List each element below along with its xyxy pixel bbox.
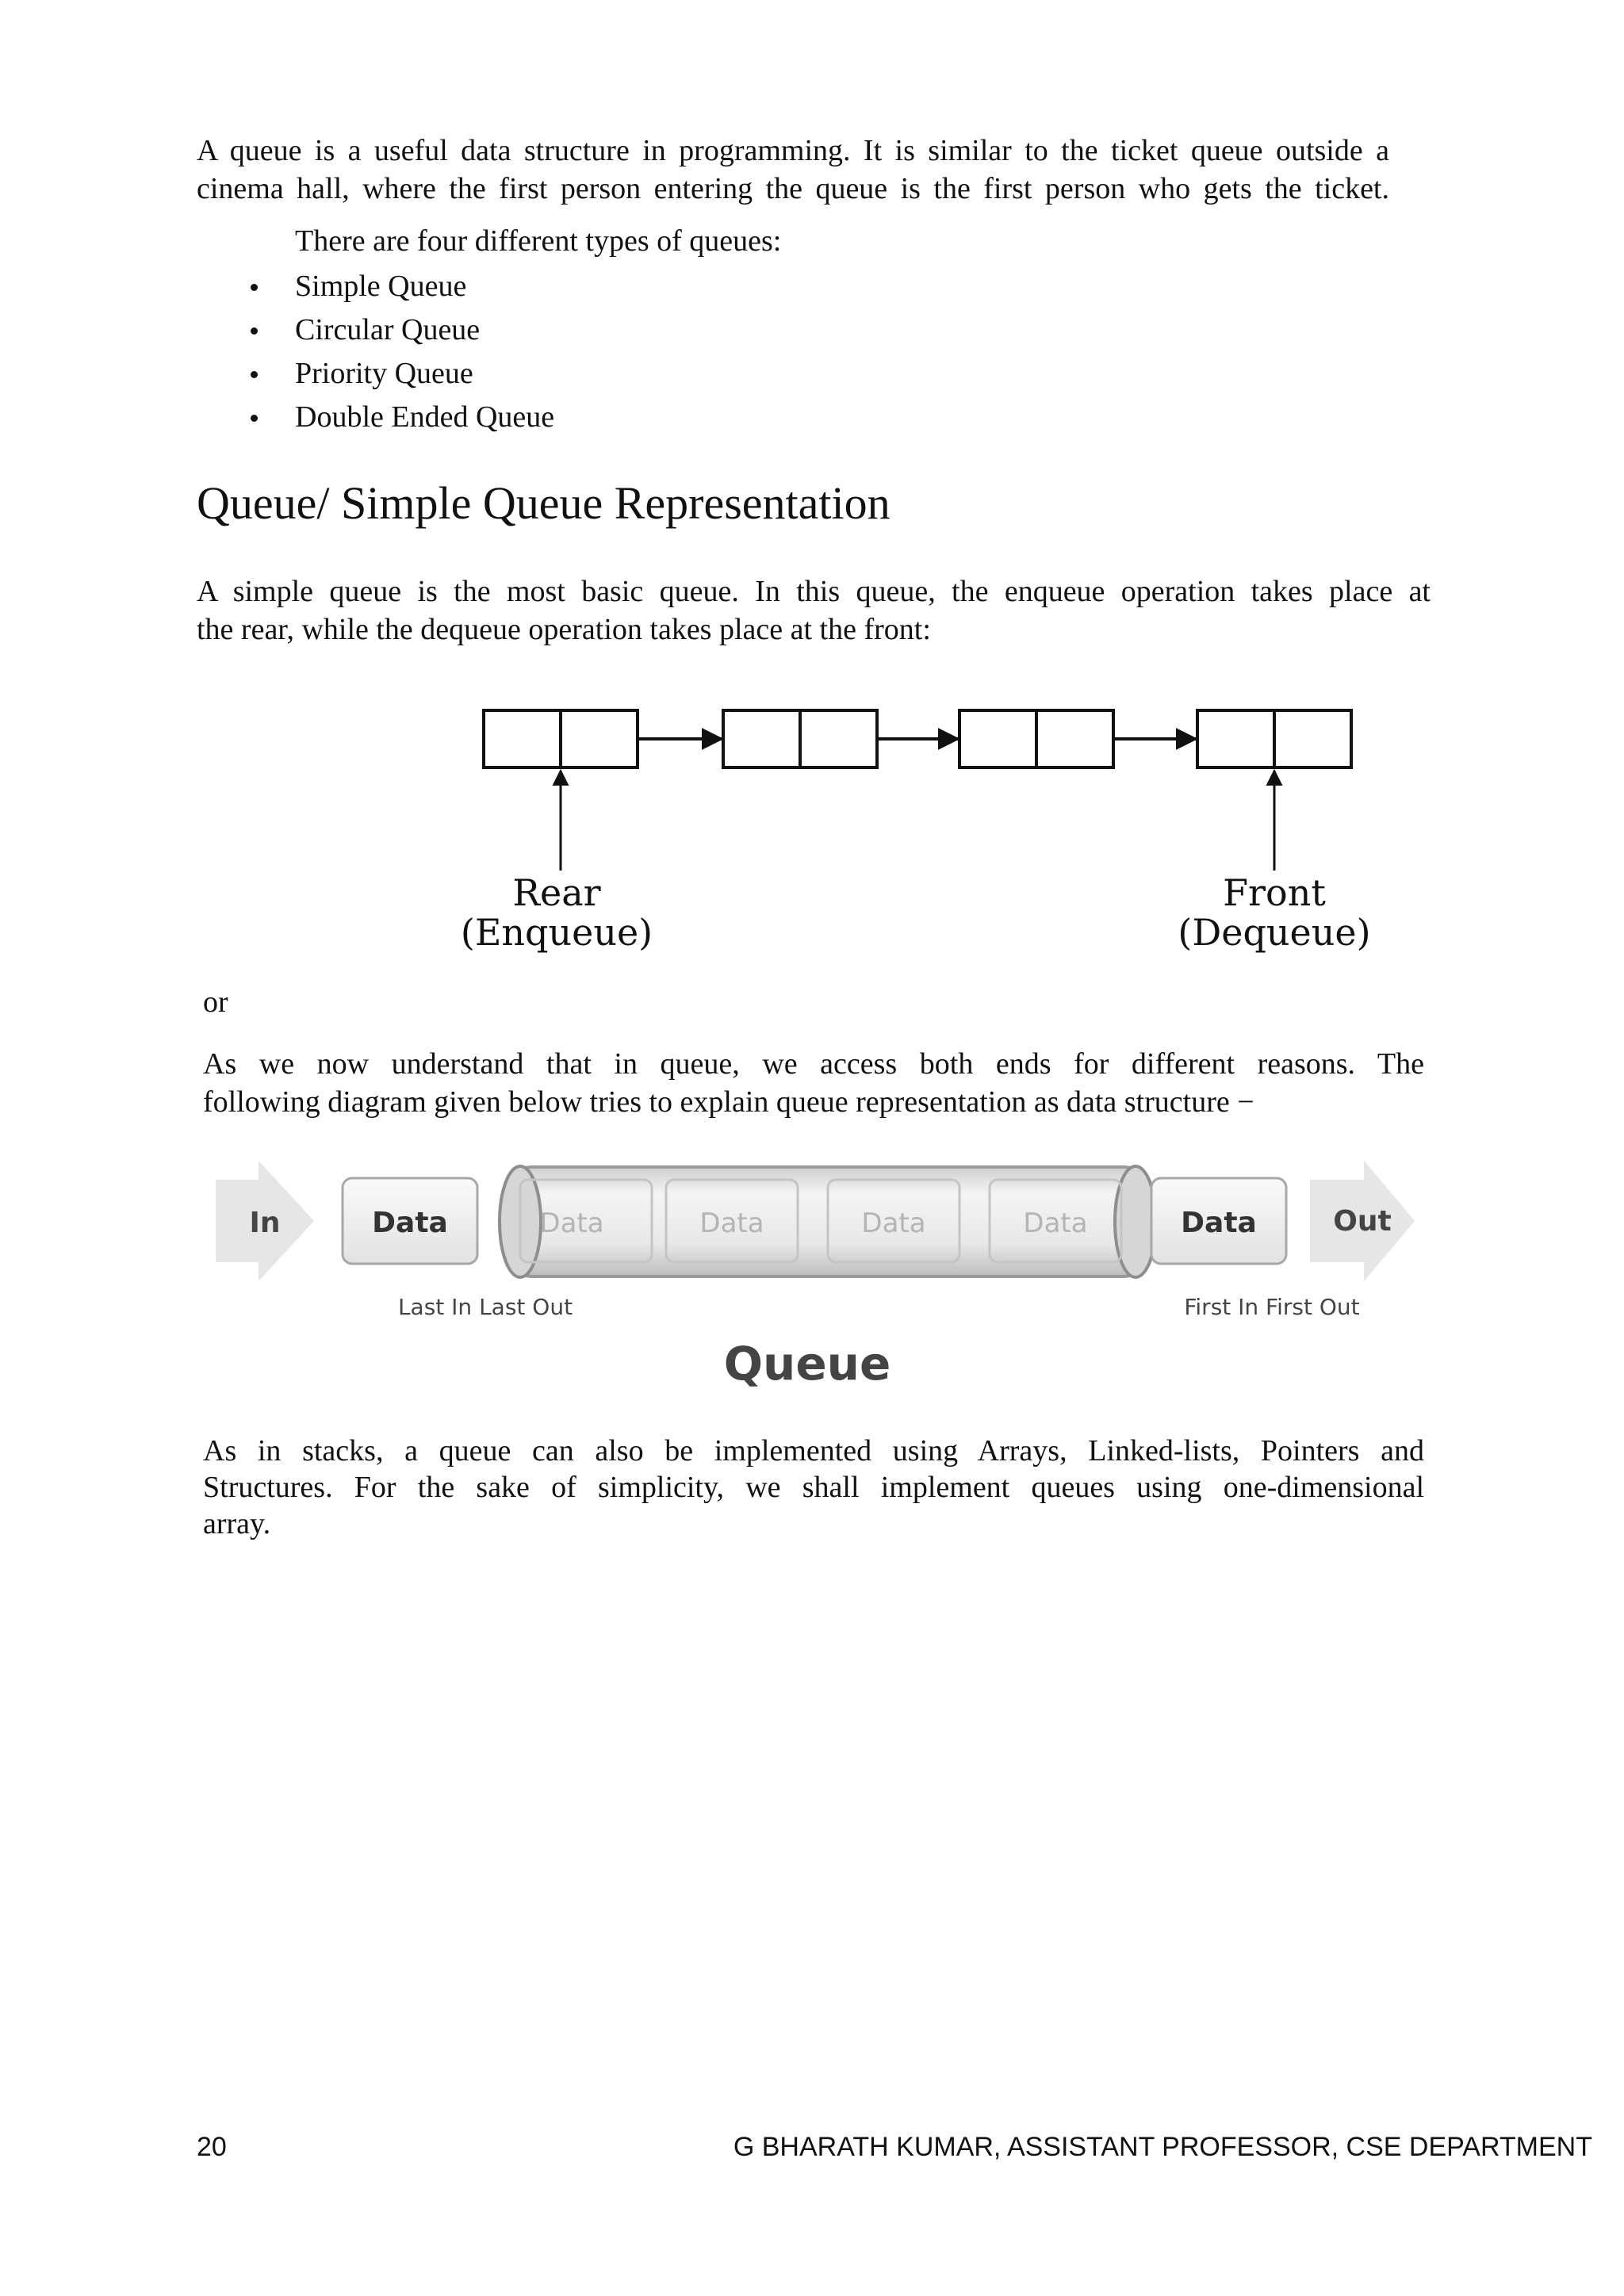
page-number: 20 bbox=[197, 2132, 227, 2162]
repr-desc-line-1: As we now understand that in queue, we access both ends for different reasons. The bbox=[203, 1047, 1424, 1081]
queue-title: Queue bbox=[723, 1337, 891, 1391]
section-heading: Queue/ Simple Queue Representation bbox=[197, 477, 891, 529]
tube-data-label: Data bbox=[1023, 1207, 1088, 1239]
list-item: Double Ended Queue bbox=[295, 396, 554, 439]
front-sub-label: (Dequeue) bbox=[1178, 911, 1371, 954]
list-item: Circular Queue bbox=[295, 308, 554, 352]
rear-label: Rear bbox=[512, 871, 601, 914]
in-label: In bbox=[249, 1207, 281, 1239]
list-item: Simple Queue bbox=[295, 265, 554, 308]
impl-desc-line-1: As in stacks, a queue can also be implemented using Arrays, Linked-lists, Pointers and bbox=[203, 1434, 1424, 1468]
fifo-caption: First In First Out bbox=[1184, 1294, 1360, 1320]
queue-types-list bbox=[295, 265, 554, 439]
linked-queue-diagram bbox=[444, 690, 1396, 975]
list-item: Priority Queue bbox=[295, 352, 554, 396]
queue-tube-diagram bbox=[203, 1150, 1424, 1403]
intro-line-2: cinema hall, where the first person entering the queue is the first person who gets the ticket. bbox=[197, 172, 1389, 205]
tube-data-label: Data bbox=[861, 1207, 926, 1239]
simple-desc-line-2: the rear, while the dequeue operation takes place at the front: bbox=[197, 613, 931, 646]
rear-sub-label: (Enqueue) bbox=[460, 911, 653, 954]
tube-data-label: Data bbox=[699, 1207, 764, 1239]
out-label: Out bbox=[1333, 1205, 1392, 1238]
or-text: or bbox=[203, 985, 228, 1019]
impl-desc-line-3: array. bbox=[203, 1507, 271, 1540]
impl-desc-line-2: Structures. For the sake of simplicity, we shall implement queues using one-dimensional bbox=[203, 1471, 1424, 1504]
types-intro: There are four different types of queues: bbox=[295, 224, 782, 258]
lilo-caption: Last In Last Out bbox=[397, 1294, 573, 1320]
front-label: Front bbox=[1223, 871, 1326, 914]
tube-data-label: Data bbox=[539, 1207, 604, 1239]
footer-author: G BHARATH KUMAR, ASSISTANT PROFESSOR, CSE DEPARTMENT bbox=[733, 2132, 1592, 2162]
exiting-data-label: Data bbox=[1181, 1207, 1257, 1239]
simple-desc-line-1: A simple queue is the most basic queue. In this queue, the enqueue operation takes place at bbox=[197, 575, 1431, 608]
intro-line-1: A queue is a useful data structure in programming. It is similar to the ticket queue outside a bbox=[197, 134, 1389, 167]
repr-desc-line-2: following diagram given below tries to explain queue representation as data structure − bbox=[203, 1085, 1254, 1119]
entering-data-label: Data bbox=[372, 1207, 448, 1239]
